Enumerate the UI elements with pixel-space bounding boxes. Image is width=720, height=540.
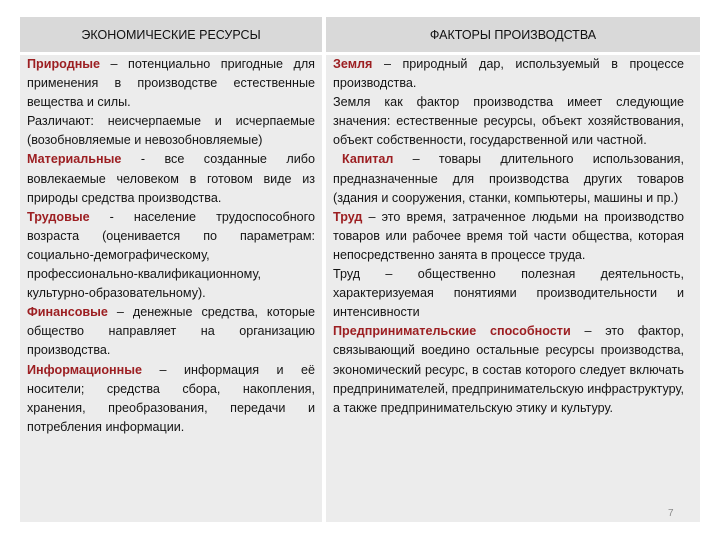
paragraph-work-activity: Труд – общественно полезная деятельность, характеризуемая понятиями производительности и интенсивности bbox=[333, 267, 684, 320]
paragraph-natural bbox=[27, 55, 315, 112]
definition-natural: – потенциально пригодные для применения в производстве естественные вещества и силы. bbox=[27, 57, 315, 110]
definition-work: – это время, затраченное людьми на производство товаров или рабочее время той части общества, которая непосредственно занята в процессе труда. bbox=[333, 209, 684, 262]
definition-material: - все созданные либо вовлекаемые человеком в готовом виде из природы средства производства. bbox=[27, 152, 315, 205]
term-labor: Трудовые bbox=[27, 209, 90, 224]
header-production-factors: ФАКТОРЫ ПРОИЗВОДСТВА bbox=[326, 17, 700, 52]
term-land: Земля bbox=[333, 57, 373, 71]
term-entrepreneurship: Предпринимательские способности bbox=[333, 324, 571, 339]
paragraph-information bbox=[27, 361, 315, 437]
term-information: Информационные bbox=[27, 362, 143, 377]
production-factors-text bbox=[333, 55, 684, 418]
term-material: Материальные bbox=[27, 152, 122, 167]
definition-financial: – денежные средства, которые общество направляет на организацию производства. bbox=[27, 305, 315, 358]
paragraph-distinguish: Различают: неисчерпаемые и исчерпаемые (возобновляемые и невозобновляемые) bbox=[27, 114, 315, 148]
paragraph-land-meanings: Земля как фактор производства имеет следующие значения: естественные ресурсы, объект хозяйствования, объект собственности, государственной или частной. bbox=[333, 95, 684, 148]
economic-resources-text bbox=[27, 55, 315, 437]
paragraph-capital bbox=[333, 150, 684, 207]
page-number: 7 bbox=[668, 508, 674, 519]
definition-land: – природный дар, используемый в процессе производства. bbox=[333, 57, 684, 91]
definition-information: – информация и её носители; средства сбора, накопления, хранения, преобразования, передачи и потребления информации. bbox=[27, 362, 315, 434]
header-economic-resources: ЭКОНОМИЧЕСКИЕ РЕСУРСЫ bbox=[20, 17, 322, 52]
paragraph-labor bbox=[27, 208, 315, 303]
paragraph-financial bbox=[27, 303, 315, 360]
paragraph-entrepreneurship bbox=[333, 322, 684, 417]
definition-capital: – товары длительного использования, предназначенные для производства других товаров (здания и сооружения, станки, компьютеры, машины и пр.) bbox=[333, 152, 684, 205]
term-natural: Природные bbox=[27, 57, 101, 71]
term-financial: Финансовые bbox=[27, 305, 108, 320]
paragraph-work bbox=[333, 208, 684, 265]
paragraph-land bbox=[333, 55, 684, 93]
term-work: Труд bbox=[333, 209, 363, 224]
term-capital: Капитал bbox=[342, 152, 394, 167]
definition-labor: - население трудоспособного возраста (оценивается по параметрам: социально-демографическому, профессионально-квалификационному, культурно-образовательному). bbox=[27, 209, 315, 301]
definition-entrepreneurship: – это фактор, связывающий воедино остальные ресурсы производства, экономический ресурс, в состав которого следует включать предпринимателей, предпринимательскую инфраструктуру, а также предпринимательскую этику и культуру. bbox=[333, 324, 684, 415]
paragraph-material bbox=[27, 150, 315, 207]
